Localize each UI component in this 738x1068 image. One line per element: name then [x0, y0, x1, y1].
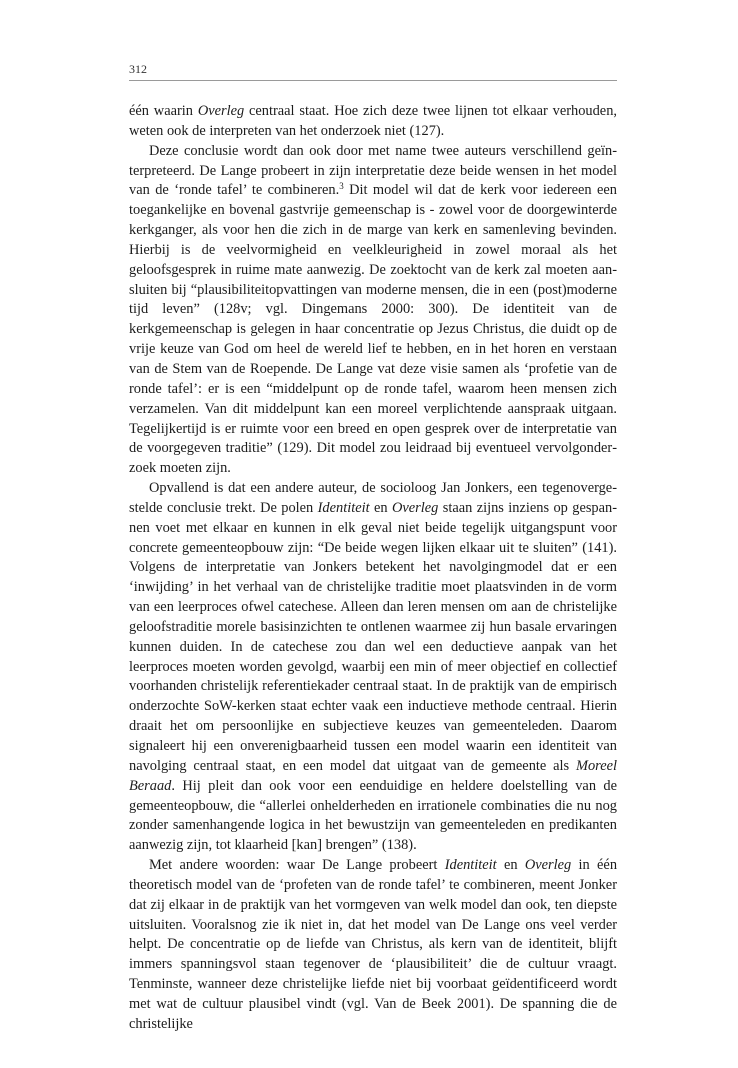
- text-run: Met andere woorden: waar De Lange probeert: [149, 857, 445, 874]
- italic-term: Overleg: [391, 499, 439, 516]
- text-run: Dit model wil dat de kerk voor iedereen een toegankelijke en bovenal gastvrije gemeenschap is - zowel voor de doorgewinterde kerkganger, als voor hen die zich in de marge van kerk en samenleving bevinden. Hierbij is de veelvormigheid en veelkleurigheid in zowel moraal als het geloofsgesprek in ruime mate aanwezig. De zoektocht van de kerk zal moeten aansluiten bij “plausibiliteitopvattingen van moderne mensen, die in een (post)moderne tijd leven” (128v; vgl. Dingemans 2000: 300). De identiteit van de kerkgemeenschap is gelegen in haar concentratie op Jezus Christus, die duidt op de vrije keuze van God om heel de wereld lief te hebben, en in het horen en verstaan van de Stem van de Roepende. De Lange vat deze visie samen als ‘profetie van de ronde tafel’: er is een “middelpunt op de ronde tafel, waarom heen mensen zich verzamelen. Van dit middelpunt kan een moreel verplichtende aanspraak uitgaan. Tegelijkertijd is er ruimte voor een breed en open gesprek over de interpretatie van de voorgegeven traditie” (129). Dit model zou leidraad bij eventueel vervolgonderzoek moeten zijn.: [129, 182, 618, 477]
- text-run: en: [496, 857, 525, 874]
- paragraph-2: [129, 142, 617, 479]
- text-run: en: [369, 499, 392, 516]
- header-rule: [129, 80, 617, 81]
- paragraph-3: [129, 479, 617, 856]
- italic-term: Identiteit: [444, 857, 497, 874]
- text-run: . Hij pleit dan ook voor een eenduidige en heldere doelstelling van de gemeenteopbouw, die “allerlei onhelderheden en irrationele combinaties die nu nog zonder samenhangende logica in het bewustzijn van gemeenteleden en predikanten aanwezig zijn, tot klaarheid [kan] brengen” (138).: [129, 777, 617, 854]
- text-run: staan zijns inziens op gespannen voet met elkaar en kunnen in elk geval niet beide tegelijk uitgangspunt voor concrete gemeenteopbouw zijn: “De beide wegen lijken elkaar uit te sluiten” (141). Volgens de interpretatie van Jonkers betekent het navolgingmodel dat er een ‘inwijding’ in het verhaal van de christelijke traditie moet plaatsvinden in de vorm van een leerproces ofwel catechese. Alleen dan leren mensen om aan de christelijke geloofstraditie morele basisinzichten te ontlenen waarmee zij hun basale ervaringen kunnen duiden. In de catechese zou dan wel een deductieve aanpak van het leerproces moeten worden gevolgd, waarbij een min of meer objectief en collectief voorhanden christelijk referentiekader centraal staat. In de praktijk van de empirisch onderzochte SoW-kerken staat echter vaak een inductieve methode centraal. Hierin draait het om persoonlijke en subjectieve keuzes van gemeenteleden. Daarom signaleert hij een onverenigbaarheid tussen een model waarin een identiteit van navolging centraal staat, en een model dat uitgaat van de gemeente als: [129, 499, 617, 774]
- text-run: centraal staat. Hoe zich deze twee lijnen tot elkaar verhouden, weten ook de interpreten van het onderzoek niet (127).: [129, 103, 617, 139]
- text-run: Deze conclusie wordt dan ook door met name twee auteurs verschillend geïnterpreteerd. De Lange probeert in zijn interpretatie deze beide wensen in het model van de ‘ronde tafel’ te combineren.: [129, 142, 617, 199]
- text-run: Opvallend is dat een andere auteur, de socioloog Jan Jonkers, een tegenovergestelde conclusie trekt. De polen: [129, 480, 617, 516]
- page-number: 312: [129, 62, 147, 76]
- footnote-ref: 3: [339, 181, 344, 192]
- italic-term: Identiteit: [317, 499, 370, 516]
- italic-term: Moreel Beraad: [129, 757, 617, 794]
- italic-term: Overleg: [524, 857, 572, 874]
- body-text: [129, 102, 617, 1035]
- paragraph-4: [129, 856, 617, 1035]
- paragraph-1: [129, 102, 617, 142]
- text-run: één waarin: [129, 103, 198, 119]
- text-run: in één theoretisch model van de ‘profeten van de ronde tafel’ te combineren, meent Jonker dat zij elkaar in de praktijk van het vormgeven van welk model dan ook, ten diepste uitsluiten. Vooralsnog zie ik niet in, dat het model van De Lange ons veel verder helpt. De concentratie op de liefde van Christus, als kern van de identiteit, blijft immers spanningsvol staan tegenover de ‘plausibiliteit’ die de cultuur vraagt. Tenminste, wanneer deze christelijke liefde niet bij voorbaat geïdentificeerd wordt met wat de cultuur plausibel vindt (vgl. Van de Beek 2001). De spanning die de christelijke: [129, 857, 618, 1032]
- italic-term: Overleg: [197, 103, 245, 119]
